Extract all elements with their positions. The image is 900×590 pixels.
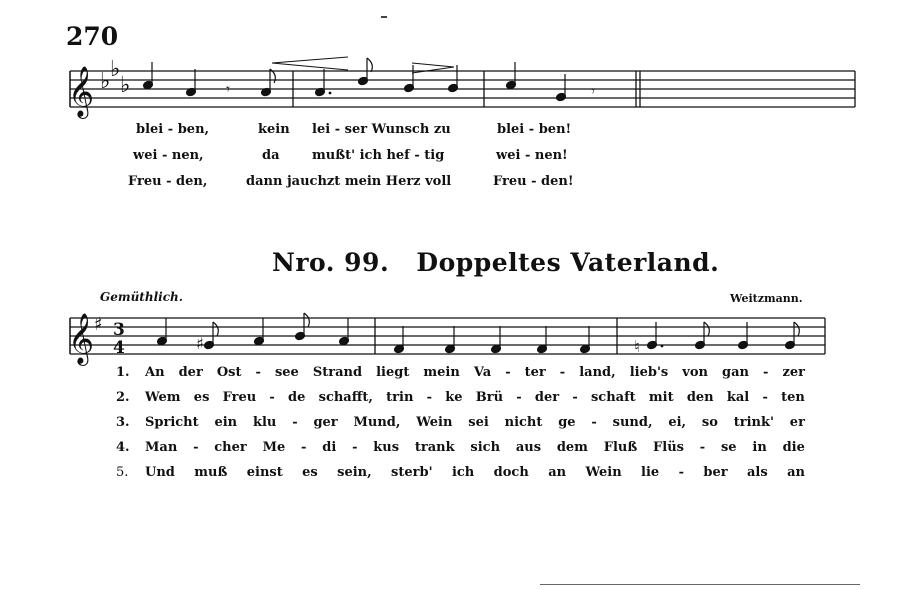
page-number: 270	[66, 22, 119, 51]
syllable: trink'	[733, 415, 774, 430]
syllable: Mund,	[353, 415, 401, 430]
syllable: ben!	[538, 122, 572, 137]
syllable: -	[559, 365, 566, 380]
syllable: an	[548, 465, 567, 480]
syllable: zu	[433, 122, 451, 137]
svg-text:𝄾: 𝄾	[226, 80, 230, 98]
syllable: ke	[445, 390, 463, 405]
syllable: nicht	[504, 415, 543, 430]
syllable: Wem	[145, 390, 181, 405]
syllable: Freu	[222, 390, 257, 405]
syllable: -	[414, 148, 420, 163]
syllable: schafft,	[318, 390, 373, 405]
syllable: klu	[252, 415, 277, 430]
syllable: Flüs	[653, 440, 684, 455]
syllable: kal	[726, 390, 750, 405]
syllable: -	[269, 390, 275, 405]
verse-number: 4.	[116, 440, 130, 455]
syllable: von	[682, 365, 708, 380]
syllable: nen!	[534, 148, 568, 163]
syllable: -	[255, 365, 261, 380]
syllable: Wein	[585, 465, 622, 480]
syllable: Strand	[312, 365, 363, 380]
prev-lyric-line-2b	[262, 148, 280, 163]
syllable: wei	[496, 148, 521, 163]
syllable: nen,	[171, 148, 204, 163]
syllable: Man	[145, 440, 178, 455]
syllable: ben,	[177, 122, 210, 137]
syllable: kus	[373, 440, 400, 455]
syllable: einst	[246, 465, 283, 480]
syllable: -	[699, 440, 706, 455]
syllable: -	[426, 390, 433, 405]
syllable: in	[752, 440, 767, 455]
composer-name: Weitzmann.	[730, 292, 803, 305]
syllable: es	[302, 465, 318, 480]
syllable: sterb'	[391, 465, 433, 480]
syllable: ich	[451, 465, 475, 480]
song-title	[272, 248, 719, 277]
syllable: hef	[386, 148, 410, 163]
verse-text	[145, 465, 805, 480]
syllable: sein,	[337, 465, 372, 480]
treble-clef-icon: 𝄞	[68, 66, 95, 117]
syllable: trin	[386, 390, 414, 405]
key-signature-sharp: ♯	[94, 314, 103, 335]
syllable: se	[720, 440, 737, 455]
syllable: Spricht	[145, 415, 199, 430]
svg-text:♮: ♮	[634, 337, 640, 356]
syllable: ser	[344, 122, 368, 137]
verse-number: 3.	[116, 415, 130, 430]
syllable: -	[161, 148, 168, 163]
syllable: Ost	[216, 365, 242, 380]
syllable: er	[789, 415, 805, 430]
verse-text	[145, 390, 805, 405]
syllable: lei	[312, 122, 331, 137]
prev-lyric-line-2c	[312, 148, 444, 163]
prev-lyric-line-3b	[246, 174, 451, 189]
syllable: de	[288, 390, 306, 405]
syllable: ber	[703, 465, 728, 480]
page-edge-line	[540, 584, 860, 585]
syllable: den!	[541, 174, 574, 189]
prev-lyric-line-2d	[496, 148, 568, 163]
verse-number: 1.	[116, 365, 130, 380]
syllable: blei	[136, 122, 164, 137]
verse-text	[145, 365, 805, 380]
syllable: -	[505, 365, 511, 380]
syllable: liegt	[376, 365, 410, 380]
syllable: der	[534, 390, 560, 405]
tempo-marking: Gemüthlich.	[100, 290, 183, 304]
svg-text:𝄾: 𝄾	[591, 82, 595, 100]
syllable: di	[322, 440, 337, 455]
syllable: gan	[722, 365, 749, 380]
syllable: Freu	[493, 174, 527, 189]
song-number: Nro. 99.	[272, 248, 390, 277]
syllable: aus	[515, 440, 542, 455]
syllable: ger	[313, 415, 338, 430]
syllable: an	[787, 465, 805, 480]
syllable: ei,	[668, 415, 687, 430]
prev-lyric-line-3	[128, 174, 207, 189]
syllable: mein	[423, 365, 460, 380]
syllable: zer	[782, 365, 805, 380]
syllable: lie	[641, 465, 660, 480]
syllable: den	[686, 390, 714, 405]
syllable: Brü	[475, 390, 504, 405]
syllable: ich	[359, 148, 382, 163]
syllable: -	[193, 440, 199, 455]
syllable: die	[782, 440, 805, 455]
syllable: Va	[473, 365, 492, 380]
syllable: -	[166, 174, 172, 189]
syllable: -	[167, 122, 174, 137]
syllable: -	[678, 465, 684, 480]
syllable: da	[262, 148, 280, 163]
syllable: -	[516, 390, 522, 405]
syllable: -	[301, 440, 307, 455]
syllable: dann	[246, 174, 283, 189]
syllable: jauchzt	[286, 174, 341, 189]
syllable: Und	[145, 465, 175, 480]
syllable: Herz	[385, 174, 421, 189]
syllable: -	[292, 415, 298, 430]
syllable: ein	[214, 415, 238, 430]
syllable: mit	[648, 390, 674, 405]
syllable: land,	[579, 365, 616, 380]
syllable: -	[763, 365, 769, 380]
prev-lyric-line-1	[136, 122, 209, 137]
syllable: -	[572, 390, 578, 405]
syllable: sei	[468, 415, 489, 430]
prev-lyric-line-2	[133, 148, 204, 163]
syllable: sich	[470, 440, 501, 455]
verse-text	[145, 440, 805, 455]
syllable: den,	[176, 174, 208, 189]
syllable: Freu	[128, 174, 162, 189]
time-signature-bottom: 4	[113, 338, 125, 358]
syllable: wei	[133, 148, 158, 163]
syllable: ter	[524, 365, 546, 380]
syllable: es	[193, 390, 210, 405]
syllable: mußt'	[312, 148, 356, 163]
syllable: ten	[781, 390, 805, 405]
svg-text:♭: ♭	[110, 57, 121, 82]
syllable: ge	[558, 415, 576, 430]
syllable: Wunsch	[371, 122, 430, 137]
prev-lyric-line-1d	[497, 122, 571, 137]
syllable: kein	[258, 122, 290, 137]
svg-text:♯: ♯	[196, 334, 204, 353]
syllable: Fluß	[603, 440, 638, 455]
svg-text:♭: ♭	[100, 69, 111, 94]
syllable: cher	[214, 440, 247, 455]
syllable: -	[352, 440, 358, 455]
syllable: mein	[344, 174, 382, 189]
syllable: muß	[194, 465, 228, 480]
syllable: -	[762, 390, 768, 405]
time-signature-top: 3	[113, 320, 125, 340]
syllable: so	[701, 415, 718, 430]
syllable: der	[178, 365, 203, 380]
syllable: sund,	[612, 415, 653, 430]
key-signature-flats	[100, 57, 130, 98]
verse-text	[145, 415, 805, 430]
syllable: tig	[424, 148, 445, 163]
notes-bottom	[157, 313, 800, 356]
syllable: -	[524, 148, 531, 163]
syllable: Me	[262, 440, 286, 455]
prev-lyric-line-3c	[493, 174, 574, 189]
syllable: dem	[556, 440, 588, 455]
prev-lyric-line-1b	[258, 122, 290, 137]
staff-top	[70, 71, 855, 107]
verse-number: 2.	[116, 390, 130, 405]
syllable: blei	[497, 122, 525, 137]
syllable: doch	[493, 465, 529, 480]
syllable: -	[591, 415, 597, 430]
treble-clef-icon: 𝄞	[68, 313, 95, 364]
syllable: Wein	[416, 415, 453, 430]
syllable: voll	[425, 174, 452, 189]
syllable: -	[531, 174, 537, 189]
syllable: An	[145, 365, 165, 380]
syllable: lieb's	[629, 365, 669, 380]
syllable: see	[274, 365, 299, 380]
syllable: schaft	[590, 390, 636, 405]
verse-number: 5.	[116, 465, 129, 480]
svg-text:♭: ♭	[120, 73, 131, 98]
syllable: als	[747, 465, 768, 480]
syllable: -	[334, 122, 341, 137]
prev-lyric-line-1c	[312, 122, 451, 137]
syllable: -	[528, 122, 535, 137]
syllable: trank	[414, 440, 455, 455]
song-name: Doppeltes Vaterland.	[416, 248, 720, 277]
